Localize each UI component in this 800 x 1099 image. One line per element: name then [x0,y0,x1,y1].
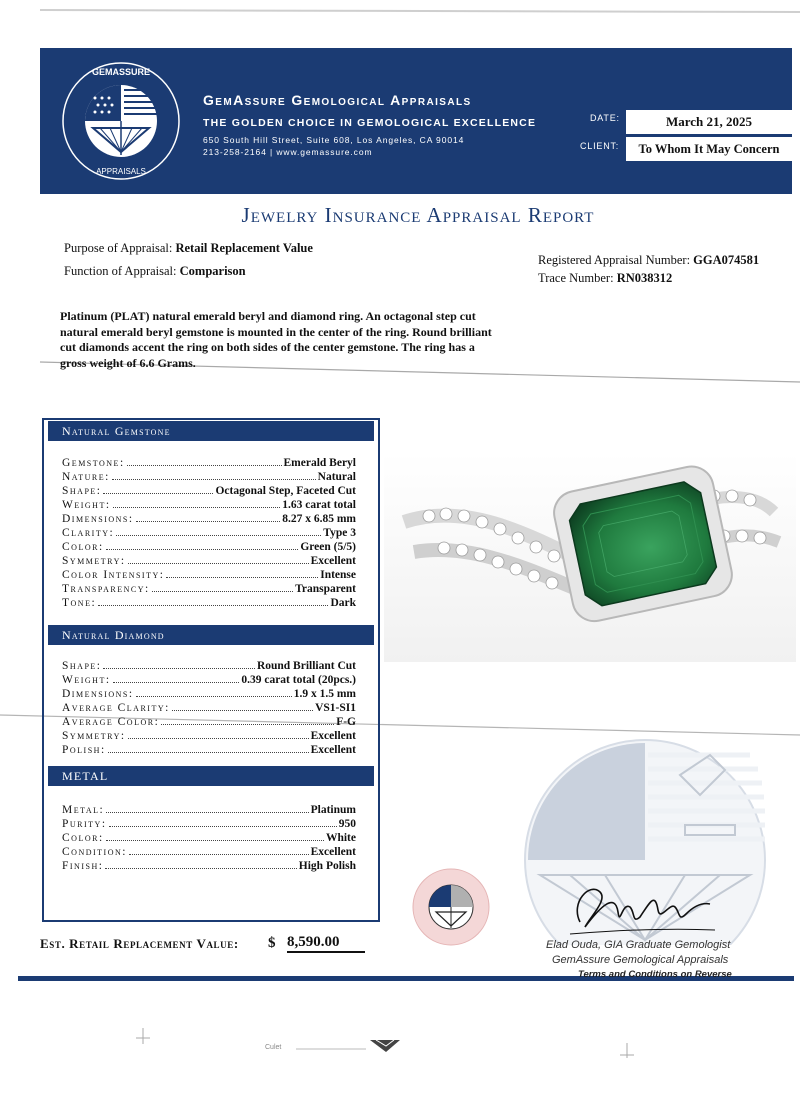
row-label: Weight: [62,674,111,686]
company-seal-icon [60,60,182,182]
row-value: Octagonal Step, Faceted Cut [215,485,356,497]
row-label: Dimensions: [62,513,134,525]
section-metal-header: METAL [48,766,374,786]
metal-row [62,817,356,831]
registered-appraisal-number [538,253,759,268]
metal-row [62,845,356,859]
row-value: Natural [317,471,356,483]
row-value: Excellent [310,846,356,858]
section-diamond-header: Natural Diamond [48,625,374,645]
appraiser-name: Elad Ouda, GIA Graduate Gemologist [546,939,731,951]
diamond-row [62,715,356,729]
row-value: 0.39 carat total (20pcs.) [241,674,356,686]
row-label: Shape: [62,660,102,672]
row-label: Polish: [62,744,106,756]
row-label: Average Color: [62,716,160,728]
row-label: Weight: [62,499,111,511]
row-label: Symmetry: [62,555,126,567]
row-value: Excellent [310,555,356,567]
row-value: Excellent [310,730,356,742]
row-label: Symmetry: [62,730,126,742]
gem-row [62,568,356,582]
row-value: Green (5/5) [300,541,356,553]
purpose-value: Retail Replacement Value [175,241,313,255]
row-value: Platinum [310,804,356,816]
row-value: Intense [320,569,356,581]
row-value: High Polish [298,860,356,872]
row-label: Purity: [62,818,107,830]
row-label: Nature: [62,471,110,483]
client-label: CLIENT: [580,141,620,151]
metal-row [62,859,356,873]
gem-row [62,554,356,568]
row-label: Condition: [62,846,127,858]
ring-photo [384,452,796,662]
company-contact: 213-258-2164 | www.gemassure.com [203,147,373,157]
row-label: Metal: [62,804,105,816]
purpose-of-appraisal [64,241,313,256]
row-value: Emerald Beryl [283,457,356,469]
row-label: Average Clarity: [62,702,170,714]
trace-label: Trace Number: [538,271,614,285]
company-tagline: THE GOLDEN CHOICE IN GEMOLOGICAL EXCELLENCE [203,117,537,129]
row-label: Tone: [62,597,97,609]
row-value: 950 [338,818,356,830]
gem-row [62,596,356,610]
purpose-label: Purpose of Appraisal: [64,241,173,255]
metal-row [62,803,356,817]
gem-row [62,582,356,596]
trace-value: RN038312 [616,271,673,285]
gem-row [62,470,356,484]
metal-row [62,831,356,845]
terms-note: Terms and Conditions on Reverse [578,969,732,980]
svg-text:GEMASSURE: GEMASSURE [91,67,151,77]
row-value: White [325,832,356,844]
appraiser-company: GemAssure Gemological Appraisals [552,954,729,966]
row-value: 1.9 x 1.5 mm [293,688,356,700]
row-value: Transparent [295,583,356,595]
culet-mark: Culet [265,1044,282,1051]
diamond-row [62,687,356,701]
row-label: Dimensions: [62,688,134,700]
handwritten-signature [560,872,720,942]
gem-row [62,498,356,512]
gem-row [62,526,356,540]
company-address: 650 South Hill Street, Suite 608, Los Angeles, CA 90014 [203,135,465,145]
reg-label: Registered Appraisal Number: [538,253,691,267]
row-value: F-G [336,716,356,728]
row-value: 8.27 x 6.85 mm [282,513,356,525]
row-label: Shape: [62,485,102,497]
row-label: Finish: [62,860,104,872]
row-value: Excellent [310,744,356,756]
item-description: Platinum (PLAT) natural emerald beryl and diamond ring. An octagonal step cut natural emerald beryl gemstone is mounted in the center of the ring. Round brilliant cut diamonds accent the ring on both sides of the center gemstone. The ring has a gross weight of 6.6 Grams. [60,309,492,370]
diamond-row [62,701,356,715]
embossed-seal-icon [410,866,492,948]
valuation-amount: 8,590.00 [287,934,365,953]
company-name: GemAssure Gemological Appraisals [203,92,472,108]
row-label: Transparency: [62,583,150,595]
row-value: Type 3 [323,527,356,539]
row-value: VS1-SI1 [315,702,356,714]
gem-row [62,540,356,554]
valuation-currency: $ [268,935,276,951]
row-label: Color: [62,541,104,553]
client-value: To Whom It May Concern [626,137,792,161]
gem-row [62,456,356,470]
reg-value: GGA074581 [693,253,760,267]
row-label: Color: [62,832,104,844]
section-gemstone-header: Natural Gemstone [48,421,374,441]
diamond-row [62,659,356,673]
date-label: DATE: [590,113,620,123]
row-label: Clarity: [62,527,115,539]
row-label: Gemstone: [62,457,125,469]
row-value: 1.63 carat total [282,499,356,511]
function-value: Comparison [179,264,246,278]
trace-number [538,271,672,286]
gem-row [62,484,356,498]
row-value: Dark [330,597,356,609]
row-value: Round Brilliant Cut [256,660,356,672]
diamond-row [62,729,356,743]
date-value: March 21, 2025 [626,110,792,134]
report-title: Jewelry Insurance Appraisal Report [241,203,595,227]
valuation-label: Est. Retail Replacement Value: [40,936,239,951]
svg-text:APPRAISALS: APPRAISALS [96,167,146,176]
gem-row [62,512,356,526]
diamond-row [62,673,356,687]
diamond-row [62,743,356,757]
function-label: Function of Appraisal: [64,264,177,278]
row-label: Color Intensity: [62,569,165,581]
function-of-appraisal [64,264,246,279]
